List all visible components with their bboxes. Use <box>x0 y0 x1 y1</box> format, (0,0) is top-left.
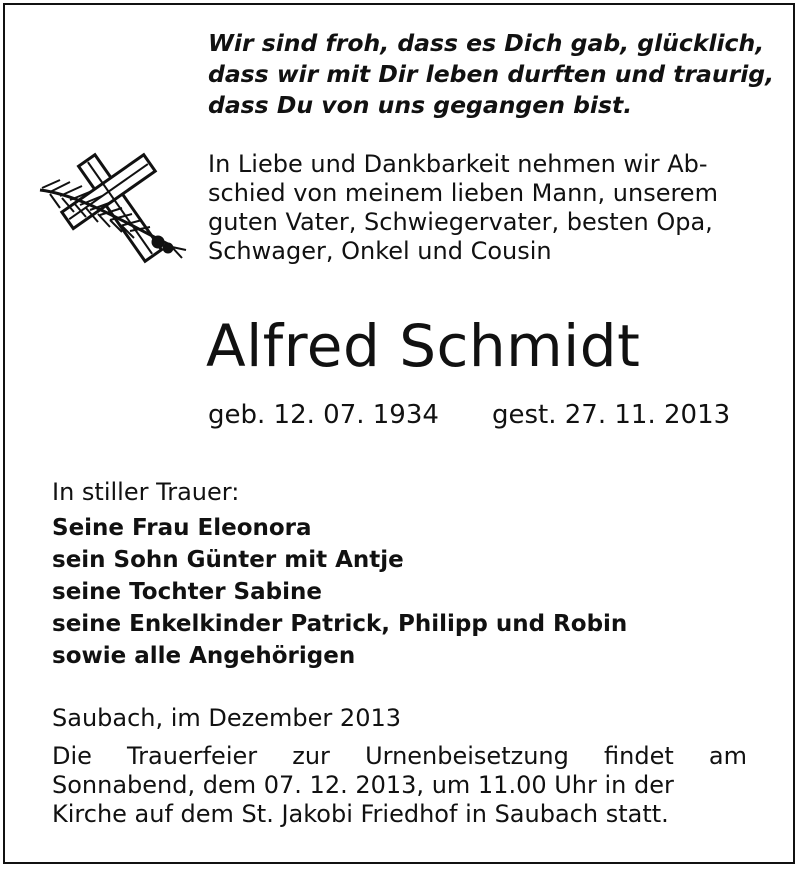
notice-word: am <box>708 742 747 770</box>
funeral-notice <box>52 742 747 829</box>
memorial-quote <box>208 28 774 121</box>
quote-line: Wir sind froh, dass es Dich gab, glücklich, <box>208 29 765 57</box>
mourner-entry: sowie alle Angehörigen <box>52 643 356 669</box>
notice-word: Die <box>52 742 92 770</box>
place-and-date: Saubach, im Dezember 2013 <box>52 704 401 732</box>
cross-with-palm-frond-icon <box>30 150 190 270</box>
notice-word: Urnenbeisetzung <box>365 742 569 770</box>
intro-text <box>208 150 748 266</box>
deceased-name: Alfred Schmidt <box>206 312 641 380</box>
intro-line: In Liebe und Dankbarkeit nehmen wir Ab- <box>208 150 708 178</box>
mourner-entry: Seine Frau Eleonora <box>52 515 312 541</box>
funeral-notice-line <box>52 742 747 771</box>
mourner-entry: sein Sohn Günter mit Antje <box>52 547 404 573</box>
death-date: gest. 27. 11. 2013 <box>492 400 731 430</box>
intro-line: guten Vater, Schwiegervater, besten Opa, <box>208 208 713 236</box>
funeral-notice-line: Sonnabend, dem 07. 12. 2013, um 11.00 Uhr in der <box>52 771 674 799</box>
intro-line: schied von meinem lieben Mann, unserem <box>208 179 718 207</box>
intro-line: Schwager, Onkel und Cousin <box>208 237 552 265</box>
quote-line: dass wir mit Dir leben durften und traurig, <box>208 60 775 88</box>
funeral-notice-line: Kirche auf dem St. Jakobi Friedhof in Saubach statt. <box>52 800 669 828</box>
quote-line: dass Du von uns gegangen bist. <box>208 91 633 119</box>
notice-word: findet <box>604 742 674 770</box>
notice-border <box>3 3 795 864</box>
mourner-entry: seine Enkelkinder Patrick, Philipp und Robin <box>52 611 628 637</box>
notice-word: zur <box>292 742 330 770</box>
birth-date: geb. 12. 07. 1934 <box>208 400 439 430</box>
notice-word: Trauerfeier <box>127 742 258 770</box>
mourners-list <box>52 512 627 672</box>
mourning-label: In stiller Trauer: <box>52 478 240 506</box>
mourner-entry: seine Tochter Sabine <box>52 579 322 605</box>
